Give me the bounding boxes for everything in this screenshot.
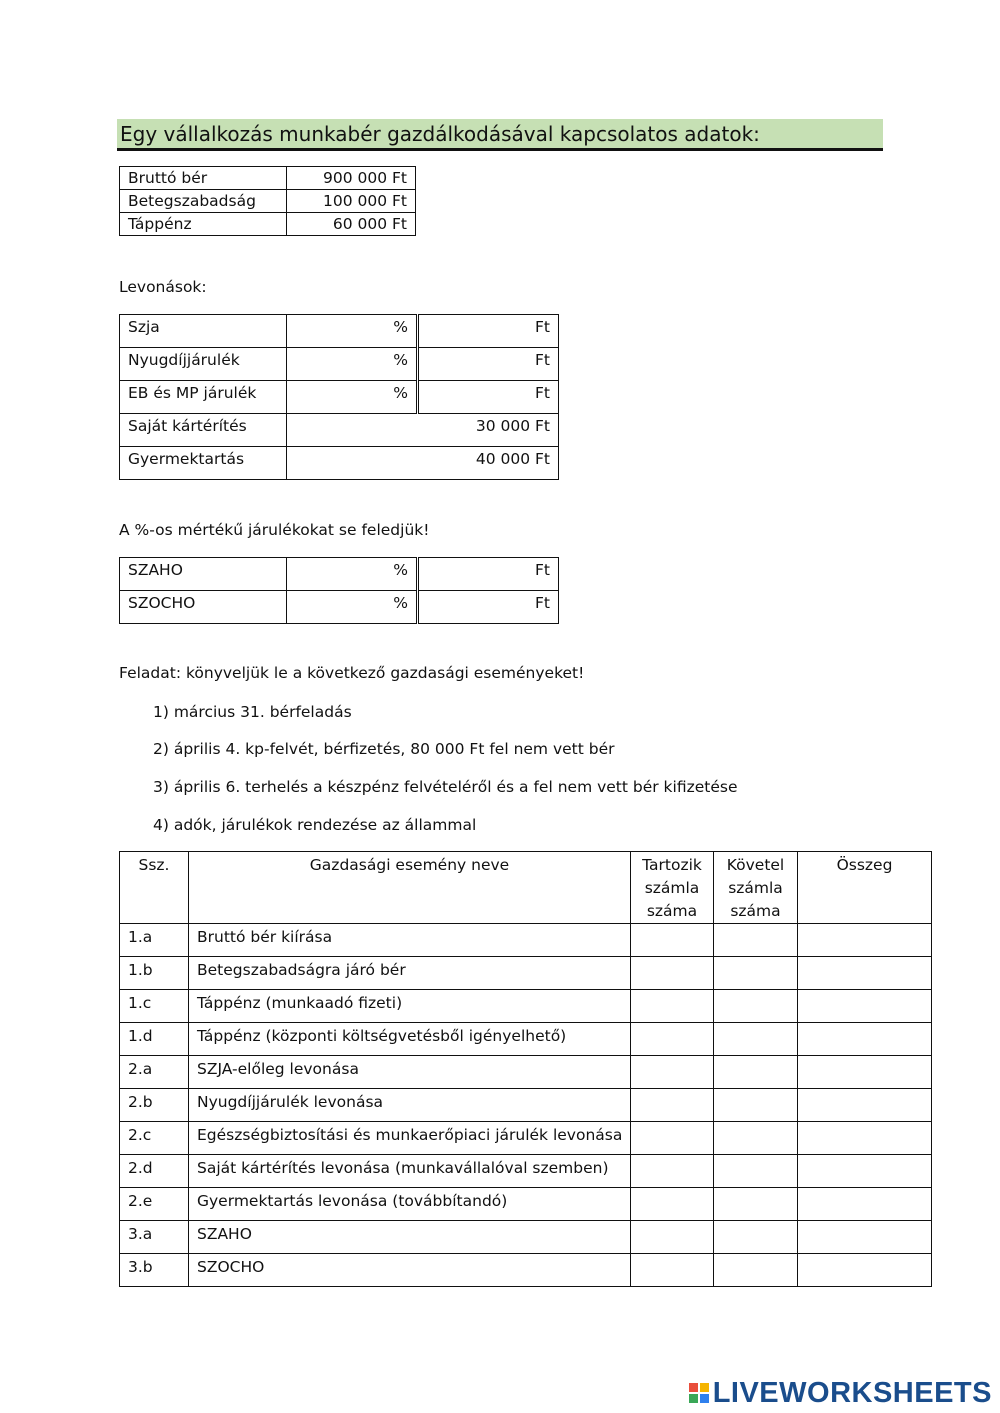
contribution-row bbox=[120, 558, 559, 591]
row-ssz: 2.b bbox=[120, 1089, 189, 1122]
header-debit: Tartozik számla száma bbox=[631, 852, 714, 924]
table-row bbox=[120, 1023, 932, 1056]
debit-cell[interactable] bbox=[631, 1089, 714, 1122]
base-label: Táppénz bbox=[120, 213, 287, 236]
header-ssz: Ssz. bbox=[120, 852, 189, 924]
contribution-label: SZOCHO bbox=[120, 591, 287, 624]
row-event: Egészségbiztosítási és munkaerőpiaci járulék levonása bbox=[189, 1122, 631, 1155]
task-item: 4) adók, járulékok rendezése az állammal bbox=[153, 816, 477, 834]
contribution-percent: % bbox=[287, 591, 418, 624]
deductions-table bbox=[119, 314, 559, 480]
debit-cell[interactable] bbox=[631, 1023, 714, 1056]
deduction-value: 40 000 Ft bbox=[287, 447, 559, 480]
deduction-label: EB és MP járulék bbox=[120, 381, 287, 414]
row-event: Táppénz (munkaadó fizeti) bbox=[189, 990, 631, 1023]
debit-cell[interactable] bbox=[631, 1122, 714, 1155]
table-row bbox=[120, 1056, 932, 1089]
credit-cell[interactable] bbox=[714, 957, 798, 990]
row-event: Bruttó bér kiírása bbox=[189, 924, 631, 957]
base-label: Betegszabadság bbox=[120, 190, 287, 213]
table-row bbox=[120, 1122, 932, 1155]
credit-cell[interactable] bbox=[714, 1056, 798, 1089]
contribution-ft: Ft bbox=[418, 558, 559, 591]
deduction-label: Szja bbox=[120, 315, 287, 348]
deduction-row bbox=[120, 348, 559, 381]
row-event: SZAHO bbox=[189, 1221, 631, 1254]
amount-cell[interactable] bbox=[798, 924, 932, 957]
row-ssz: 2.d bbox=[120, 1155, 189, 1188]
header-credit: Követel számla száma bbox=[714, 852, 798, 924]
debit-cell[interactable] bbox=[631, 957, 714, 990]
debit-cell[interactable] bbox=[631, 1221, 714, 1254]
debit-cell[interactable] bbox=[631, 1254, 714, 1287]
row-event: Gyermektartás levonása (továbbítandó) bbox=[189, 1188, 631, 1221]
credit-cell[interactable] bbox=[714, 1023, 798, 1056]
task-heading: Feladat: könyveljük le a következő gazdasági eseményeket! bbox=[119, 664, 585, 682]
header-event: Gazdasági esemény neve bbox=[189, 852, 631, 924]
debit-cell[interactable] bbox=[631, 990, 714, 1023]
deduction-value: 30 000 Ft bbox=[287, 414, 559, 447]
table-row bbox=[120, 1089, 932, 1122]
contribution-percent: % bbox=[287, 558, 418, 591]
amount-cell[interactable] bbox=[798, 1122, 932, 1155]
row-ssz: 1.c bbox=[120, 990, 189, 1023]
row-event: SZOCHO bbox=[189, 1254, 631, 1287]
debit-cell[interactable] bbox=[631, 1188, 714, 1221]
row-ssz: 3.b bbox=[120, 1254, 189, 1287]
amount-cell[interactable] bbox=[798, 1221, 932, 1254]
task-item: 3) április 6. terhelés a készpénz felvételéről és a fel nem vett bér kifizetése bbox=[153, 778, 738, 796]
deduction-row bbox=[120, 315, 559, 348]
amount-cell[interactable] bbox=[798, 1089, 932, 1122]
credit-cell[interactable] bbox=[714, 1122, 798, 1155]
credit-cell[interactable] bbox=[714, 1089, 798, 1122]
deduction-row bbox=[120, 447, 559, 480]
debit-cell[interactable] bbox=[631, 924, 714, 957]
task-item: 1) március 31. bérfeladás bbox=[153, 703, 352, 721]
row-event: Nyugdíjjárulék levonása bbox=[189, 1089, 631, 1122]
base-value: 100 000 Ft bbox=[287, 190, 416, 213]
base-data-row bbox=[120, 213, 416, 236]
contribution-row bbox=[120, 591, 559, 624]
deduction-label: Gyermektartás bbox=[120, 447, 287, 480]
credit-cell[interactable] bbox=[714, 924, 798, 957]
deduction-percent: % bbox=[287, 315, 418, 348]
base-data-row bbox=[120, 167, 416, 190]
deductions-heading: Levonások: bbox=[119, 278, 207, 296]
table-row bbox=[120, 1254, 932, 1287]
row-event: Betegszabadságra járó bér bbox=[189, 957, 631, 990]
base-value: 900 000 Ft bbox=[287, 167, 416, 190]
liveworksheets-logo bbox=[689, 1378, 992, 1408]
credit-cell[interactable] bbox=[714, 990, 798, 1023]
header-amount: Összeg bbox=[798, 852, 932, 924]
row-event: Táppénz (központi költségvetésből igényelhető) bbox=[189, 1023, 631, 1056]
credit-cell[interactable] bbox=[714, 1254, 798, 1287]
deduction-row bbox=[120, 414, 559, 447]
deduction-percent: % bbox=[287, 348, 418, 381]
table-row bbox=[120, 957, 932, 990]
amount-cell[interactable] bbox=[798, 1254, 932, 1287]
table-row bbox=[120, 1188, 932, 1221]
amount-cell[interactable] bbox=[798, 1056, 932, 1089]
row-ssz: 1.b bbox=[120, 957, 189, 990]
amount-cell[interactable] bbox=[798, 1023, 932, 1056]
contribution-ft: Ft bbox=[418, 591, 559, 624]
row-event: SZJA-előleg levonása bbox=[189, 1056, 631, 1089]
base-value: 60 000 Ft bbox=[287, 213, 416, 236]
row-ssz: 2.e bbox=[120, 1188, 189, 1221]
row-ssz: 1.d bbox=[120, 1023, 189, 1056]
task-item: 2) április 4. kp-felvét, bérfizetés, 80 000 Ft fel nem vett bér bbox=[153, 740, 615, 758]
credit-cell[interactable] bbox=[714, 1155, 798, 1188]
table-row bbox=[120, 1155, 932, 1188]
deduction-label: Saját kártérítés bbox=[120, 414, 287, 447]
debit-cell[interactable] bbox=[631, 1155, 714, 1188]
logo-text: LIVEWORKSHEETS bbox=[712, 1376, 992, 1409]
row-ssz: 2.a bbox=[120, 1056, 189, 1089]
base-data-table bbox=[119, 166, 416, 236]
debit-cell[interactable] bbox=[631, 1056, 714, 1089]
table-row bbox=[120, 990, 932, 1023]
amount-cell[interactable] bbox=[798, 1155, 932, 1188]
booking-table bbox=[119, 851, 932, 1287]
contributions-heading: A %-os mértékű járulékokat se feledjük! bbox=[119, 521, 430, 539]
amount-cell[interactable] bbox=[798, 990, 932, 1023]
contribution-label: SZAHO bbox=[120, 558, 287, 591]
base-label: Bruttó bér bbox=[120, 167, 287, 190]
credit-cell[interactable] bbox=[714, 1221, 798, 1254]
deduction-label: Nyugdíjjárulék bbox=[120, 348, 287, 381]
logo-mark-icon bbox=[689, 1383, 709, 1403]
page-title: Egy vállalkozás munkabér gazdálkodásával kapcsolatos adatok: bbox=[117, 119, 883, 151]
deduction-percent: % bbox=[287, 381, 418, 414]
row-ssz: 3.a bbox=[120, 1221, 189, 1254]
deduction-row bbox=[120, 381, 559, 414]
table-row bbox=[120, 924, 932, 957]
table-row bbox=[120, 1221, 932, 1254]
contributions-table bbox=[119, 557, 559, 624]
amount-cell[interactable] bbox=[798, 1188, 932, 1221]
row-ssz: 1.a bbox=[120, 924, 189, 957]
credit-cell[interactable] bbox=[714, 1188, 798, 1221]
deduction-ft: Ft bbox=[418, 315, 559, 348]
amount-cell[interactable] bbox=[798, 957, 932, 990]
deduction-ft: Ft bbox=[418, 381, 559, 414]
base-data-row bbox=[120, 190, 416, 213]
row-event: Saját kártérítés levonása (munkavállalóval szemben) bbox=[189, 1155, 631, 1188]
deduction-ft: Ft bbox=[418, 348, 559, 381]
row-ssz: 2.c bbox=[120, 1122, 189, 1155]
